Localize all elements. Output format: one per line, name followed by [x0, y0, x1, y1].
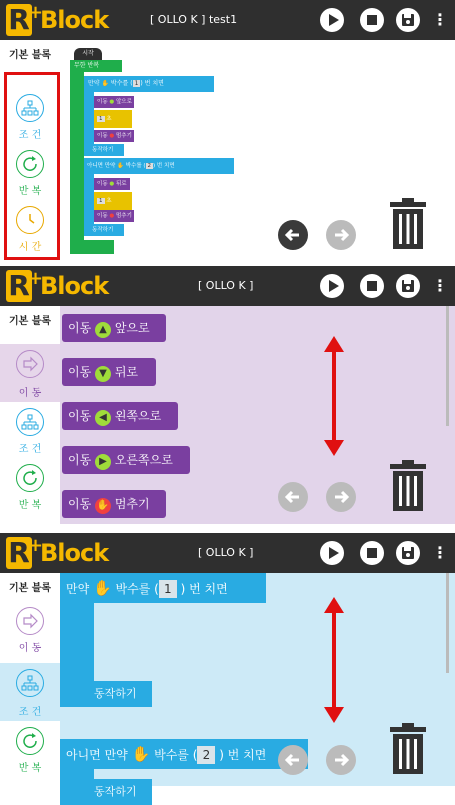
- more-menu-icon[interactable]: ⋮: [432, 276, 448, 295]
- move-right-block[interactable]: 이동 ▶ 오른쪽으로: [62, 446, 190, 474]
- project-title: [ OLLO K ] test1: [150, 13, 238, 26]
- scroll-direction-arrow: [322, 597, 346, 727]
- trash-icon[interactable]: [386, 196, 430, 254]
- play-button[interactable]: [320, 274, 344, 298]
- panel-1: [0, 0, 455, 258]
- category-move[interactable]: 이 동: [0, 344, 60, 402]
- move-left-block[interactable]: 이동 ◀ 왼쪽으로: [62, 402, 178, 430]
- category-loop[interactable]: 반 복: [0, 727, 60, 783]
- else-if-clap-block[interactable]: 아니면 만약 ✋ 박수를 ( 2 ) 번 치면: [84, 158, 234, 174]
- panel-2: [0, 266, 455, 524]
- move-stop-block-2[interactable]: 이동 ● 멈추기: [94, 210, 134, 222]
- category-condition[interactable]: 조 건: [0, 408, 60, 464]
- hand-icon-2: ✋: [117, 163, 124, 169]
- play-button[interactable]: [320, 541, 344, 565]
- workspace: [60, 40, 455, 258]
- scrollbar[interactable]: [446, 306, 449, 426]
- stop-button[interactable]: [360, 8, 384, 32]
- category-loop[interactable]: 반 복: [0, 464, 60, 520]
- app-header: R + Block [ OLLO K ] test1 ⋮: [0, 0, 455, 40]
- stop-button[interactable]: [360, 541, 384, 565]
- project-title: [ OLLO K ]: [198, 546, 254, 559]
- trash-icon[interactable]: [386, 721, 430, 779]
- move-stop-block[interactable]: 이동 ✋ 멈추기: [62, 490, 166, 518]
- category-time[interactable]: 시 간: [0, 206, 60, 262]
- project-title: [ OLLO K ]: [198, 279, 254, 292]
- category-highlight-box: [4, 72, 60, 260]
- tab-basic-blocks[interactable]: 기본 블록: [8, 583, 52, 594]
- move-backward-block[interactable]: 이동 ▼ 뒤로: [62, 358, 156, 386]
- move-forward-block[interactable]: 이동 ● 앞으로: [94, 96, 134, 108]
- tab-basic-blocks[interactable]: 기본 블록: [8, 50, 52, 61]
- trash-icon[interactable]: [386, 458, 430, 516]
- if-clap-block[interactable]: 만약 ✋ 박수를 ( 1 ) 번 치면: [84, 76, 214, 92]
- category-sidebar: [0, 306, 60, 524]
- arrow-right-icon: [16, 607, 44, 635]
- hierarchy-icon: [16, 669, 44, 697]
- category-condition[interactable]: 조 건: [0, 663, 60, 721]
- hand-icon-2: ✋: [131, 745, 151, 763]
- start-block[interactable]: 시작: [74, 48, 102, 60]
- scroll-direction-arrow: [322, 336, 346, 460]
- loop-icon: [16, 727, 44, 755]
- hand-icon: ✋: [93, 579, 112, 597]
- save-button[interactable]: [396, 541, 420, 565]
- forever-loop-arm: [70, 72, 84, 246]
- action-label-2: 동작하기: [60, 779, 152, 805]
- if-block-arm: [60, 603, 94, 683]
- stop-button[interactable]: [360, 274, 384, 298]
- tab-basic-blocks[interactable]: 기본 블록: [8, 316, 52, 327]
- block-palette-condition: [60, 573, 455, 798]
- category-condition[interactable]: 조 건: [0, 94, 60, 150]
- category-sidebar: [0, 573, 60, 786]
- else-if-clap-block[interactable]: 아니면 만약 ✋ 박수를 ( 2 ) 번 치면: [60, 739, 308, 769]
- redo-button[interactable]: [326, 745, 356, 775]
- move-forward-block[interactable]: 이동 ▲ 앞으로: [62, 314, 166, 342]
- save-button[interactable]: [396, 274, 420, 298]
- action-label-2: 동작하기: [84, 224, 124, 236]
- more-menu-icon[interactable]: ⋮: [432, 543, 448, 562]
- scrollbar[interactable]: [446, 573, 449, 673]
- block-palette-move: [60, 306, 455, 524]
- app-header: R + Block [ OLLO K ] ⋮: [0, 266, 455, 306]
- more-menu-icon[interactable]: ⋮: [432, 10, 448, 29]
- if-arm: [84, 92, 94, 152]
- play-button[interactable]: [320, 8, 344, 32]
- panel-3: [0, 533, 455, 798]
- forever-loop-end: [70, 240, 114, 254]
- wait-block[interactable]: 1 초: [94, 110, 132, 128]
- loop-icon: [16, 464, 44, 492]
- move-stop-block[interactable]: 이동 ● 멈추기: [94, 130, 134, 142]
- app-header: R + Block [ OLLO K ] ⋮: [0, 533, 455, 573]
- category-loop[interactable]: 반 복: [0, 150, 60, 206]
- redo-button[interactable]: [326, 482, 356, 512]
- forever-loop-block[interactable]: 무한 반복: [70, 60, 122, 72]
- undo-button[interactable]: [278, 220, 308, 250]
- hierarchy-icon: [16, 408, 44, 436]
- category-move[interactable]: 이 동: [0, 607, 60, 663]
- action-label-1: 동작하기: [60, 681, 152, 707]
- if-clap-block[interactable]: 만약 ✋ 박수를 ( 1 ) 번 치면: [60, 573, 266, 603]
- move-backward-block[interactable]: 이동 ● 뒤로: [94, 178, 130, 190]
- arrow-right-icon: [16, 350, 44, 378]
- save-button[interactable]: [396, 8, 420, 32]
- wait-block-2[interactable]: 1 초: [94, 192, 132, 210]
- undo-button[interactable]: [278, 482, 308, 512]
- hand-icon: ✋: [101, 80, 109, 87]
- undo-button[interactable]: [278, 745, 308, 775]
- redo-button[interactable]: [326, 220, 356, 250]
- action-label-1: 동작하기: [84, 144, 124, 156]
